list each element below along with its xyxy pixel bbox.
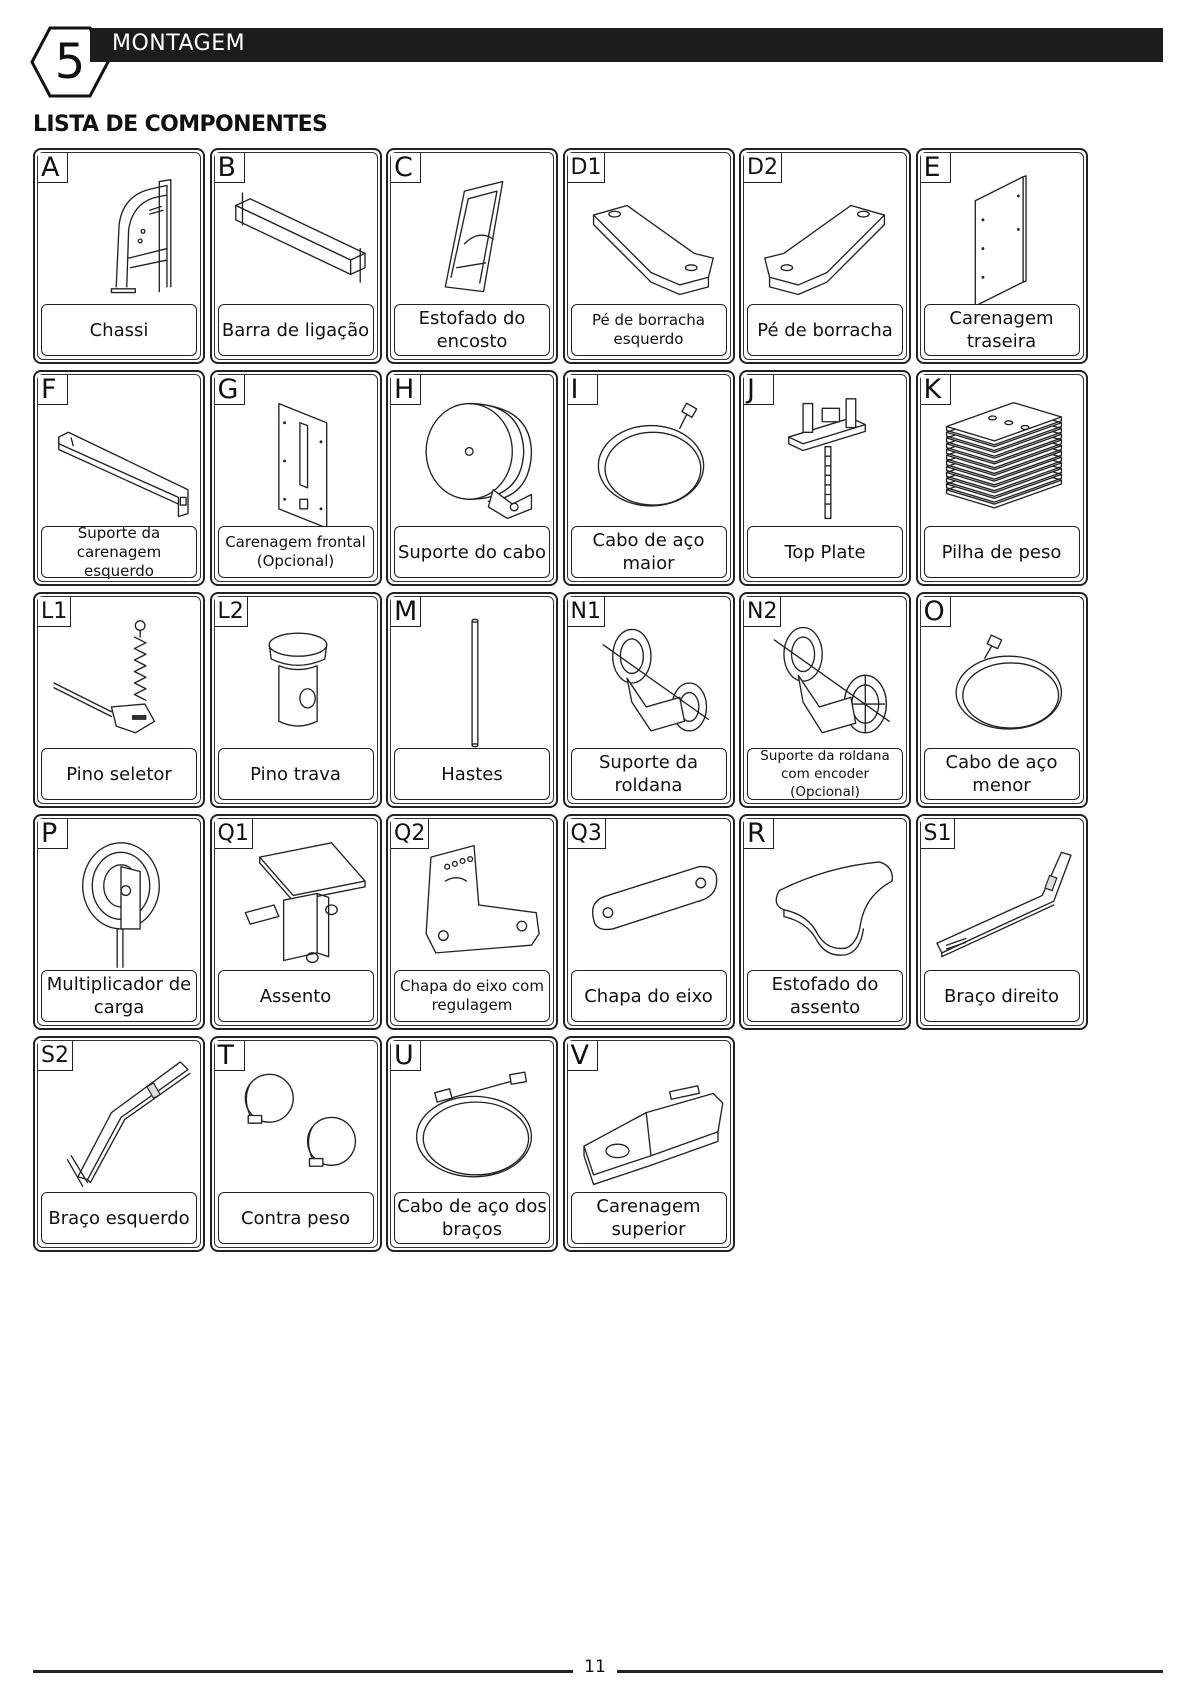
component-card-a [33,148,205,364]
component-code: J [744,375,774,405]
component-code: Q3 [568,819,606,849]
connecting-bar-icon [218,172,378,306]
component-code: L2 [215,597,248,627]
section-title: LISTA DE COMPONENTES [33,112,328,137]
component-code: H [391,375,421,405]
component-name: Suporte da roldana [571,748,727,800]
component-code: Q2 [391,819,429,849]
component-name: Chapa do eixo com regulagem [394,970,550,1022]
component-code: U [391,1041,421,1071]
component-name: Assento [218,970,374,1022]
short-steel-cable-icon [924,616,1084,750]
component-name: Cabo de aço maior [571,526,727,578]
component-code: A [38,153,68,183]
pulley-bracket-icon [571,616,731,750]
component-name: Chassi [41,304,197,356]
component-card-q3 [563,814,735,1030]
front-cover-icon [218,394,378,528]
cable-support-icon [394,394,554,528]
guide-rods-icon [394,616,554,750]
component-code: R [744,819,774,849]
adjustable-axle-plate-icon [394,838,554,972]
component-code: B [215,153,245,183]
footer-rule-left [33,1670,573,1673]
component-name: Suporte da roldana com encoder (Opcional) [747,748,903,800]
component-name: Suporte da carenagem esquerdo [41,526,197,578]
component-code: I [568,375,598,405]
component-card-s2 [33,1036,205,1252]
component-name: Contra peso [218,1192,374,1244]
component-card-l1 [33,592,205,808]
component-code: F [38,375,68,405]
component-name: Braço direito [924,970,1080,1022]
component-name: Hastes [394,748,550,800]
component-name: Pino trava [218,748,374,800]
component-code: O [921,597,951,627]
rear-cover-icon [924,172,1084,306]
component-code: Q1 [215,819,253,849]
component-code: M [391,597,421,627]
component-code: K [921,375,951,405]
component-card-u [386,1036,558,1252]
component-name: Estofado do assento [747,970,903,1022]
component-card-c [386,148,558,364]
component-card-s1 [916,814,1088,1030]
component-name: Carenagem traseira [924,304,1080,356]
component-card-k [916,370,1088,586]
weight-stack-icon [924,394,1084,528]
component-code: N1 [568,597,605,627]
component-card-p [33,814,205,1030]
arm-steel-cable-icon [394,1060,554,1194]
load-multiplier-icon [41,838,201,972]
component-code: E [921,153,951,183]
chapter-title: MONTAGEM [112,31,246,56]
component-code: V [568,1041,598,1071]
component-code: S2 [38,1041,73,1071]
component-card-n1 [563,592,735,808]
component-card-v [563,1036,735,1252]
right-arm-icon [924,838,1084,972]
component-card-o [916,592,1088,808]
component-name: Braço esquerdo [41,1192,197,1244]
component-name: Pino seletor [41,748,197,800]
component-code: T [215,1041,245,1071]
component-card-d1 [563,148,735,364]
component-code: C [391,153,421,183]
component-card-f [33,370,205,586]
backrest-pad-icon [394,172,554,306]
seat-assembly-icon [218,838,378,972]
component-card-h [386,370,558,586]
cover-bracket-left-icon [41,394,201,528]
component-name: Barra de ligação [218,304,374,356]
component-card-m [386,592,558,808]
left-arm-icon [41,1060,201,1194]
component-card-g [210,370,382,586]
component-card-t [210,1036,382,1252]
component-name: Pilha de peso [924,526,1080,578]
component-card-q2 [386,814,558,1030]
chapter-header-bar [90,28,1163,62]
component-code: L1 [38,597,71,627]
component-card-l2 [210,592,382,808]
component-name: Chapa do eixo [571,970,727,1022]
component-card-i [563,370,735,586]
component-name: Carenagem frontal (Opcional) [218,526,374,578]
top-plate-icon [747,394,907,528]
component-card-j [739,370,911,586]
top-cover-icon [571,1060,731,1194]
seat-pad-icon [747,838,907,972]
component-name: Carenagem superior [571,1192,727,1244]
component-card-q1 [210,814,382,1030]
footer-rule-right [617,1670,1163,1673]
component-card-r [739,814,911,1030]
counterweight-icon [218,1060,378,1194]
component-code: N2 [744,597,781,627]
component-code: D2 [744,153,782,183]
lock-pin-icon [218,616,378,750]
component-card-n2 [739,592,911,808]
long-steel-cable-icon [571,394,731,528]
component-code: D1 [568,153,606,183]
pulley-bracket-encoder-icon [747,616,907,750]
component-card-d2 [739,148,911,364]
component-name: Cabo de aço dos braços [394,1192,550,1244]
component-name: Suporte do cabo [394,526,550,578]
component-code: P [38,819,68,849]
page-number: 11 [584,1657,606,1677]
component-name: Multiplicador de carga [41,970,197,1022]
rubber-foot-left-icon [571,172,731,306]
component-name: Pé de borracha [747,304,903,356]
component-name: Pé de borracha esquerdo [571,304,727,356]
selector-pin-icon [41,616,201,750]
component-name: Cabo de aço menor [924,748,1080,800]
component-name: Estofado do encosto [394,304,550,356]
component-name: Top Plate [747,526,903,578]
component-code: S1 [921,819,956,849]
component-card-b [210,148,382,364]
rubber-foot-icon [747,172,907,306]
component-card-e [916,148,1088,364]
chassis-icon [41,172,201,306]
chapter-number: 5 [54,34,86,90]
axle-plate-icon [571,838,731,972]
component-code: G [215,375,245,405]
